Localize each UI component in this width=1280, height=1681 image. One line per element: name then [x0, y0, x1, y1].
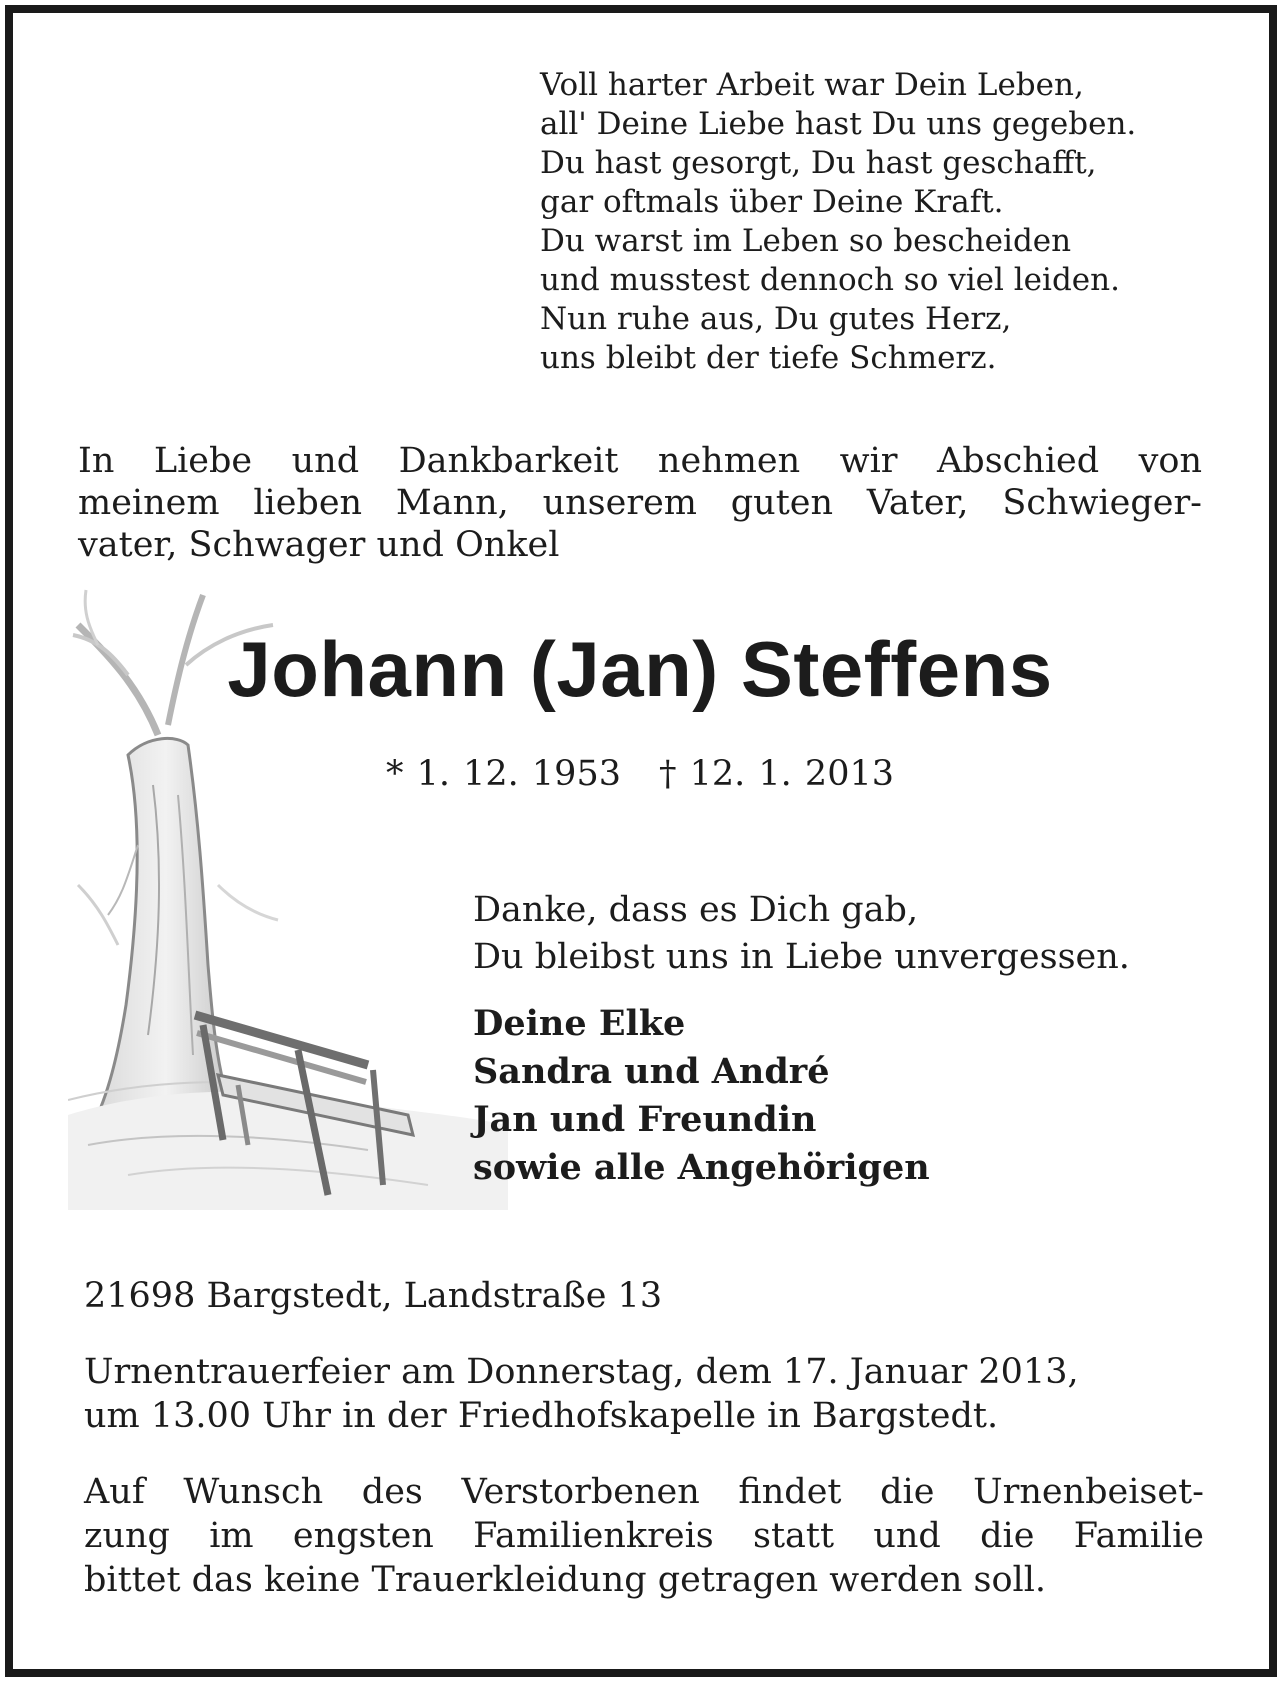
poem-line: und musstest dennoch so viel leiden.: [540, 262, 1120, 298]
poem-line: all' Deine Liebe hast Du uns gegeben.: [540, 106, 1137, 142]
mourner-name: sowie alle Angehörigen: [473, 1147, 930, 1188]
address: 21698 Bargstedt, Landstraße 13: [84, 1276, 663, 1316]
thanks-line: Du bleibst uns in Liebe unvergessen.: [473, 937, 1130, 977]
ceremony-line: um 13.00 Uhr in der Friedhofskapelle in Bargstedt.: [84, 1396, 999, 1436]
intro-text: [78, 440, 1202, 566]
poem-line: Du hast gesorgt, Du hast geschafft,: [540, 145, 1097, 181]
thanks-text: [473, 887, 1233, 981]
burial-notice: [84, 1470, 1204, 1602]
mourner-name: Jan und Freundin: [473, 1099, 817, 1140]
ceremony-notice: [84, 1350, 1204, 1438]
poem-line: Voll harter Arbeit war Dein Leben,: [540, 67, 1084, 103]
life-dates: [0, 752, 1280, 796]
poem-line: gar oftmals über Deine Kraft.: [540, 184, 1004, 220]
mourners-list: [473, 1000, 1233, 1192]
deceased-name: Johann (Jan) Steffens: [227, 625, 1053, 713]
intro-line: In Liebe und Dankbarkeit nehmen wir Abschied von: [78, 441, 1202, 481]
poem-line: Du warst im Leben so bescheiden: [540, 223, 1072, 259]
intro-line: meinem lieben Mann, unserem guten Vater, Schwieger-: [78, 483, 1202, 523]
burial-line: bittet das keine Trauerkleidung getragen werden soll.: [84, 1560, 1047, 1600]
mourner-name: Deine Elke: [473, 1003, 686, 1044]
mourner-name: Sandra und André: [473, 1051, 830, 1092]
intro-line: vater, Schwager und Onkel: [78, 525, 560, 565]
thanks-line: Danke, dass es Dich gab,: [473, 890, 919, 930]
poem-line: Nun ruhe aus, Du gutes Herz,: [540, 301, 1012, 337]
burial-line: Auf Wunsch des Verstorbenen findet die Urnenbeiset-: [84, 1472, 1204, 1512]
death-date: † 12. 1. 2013: [659, 754, 895, 794]
birth-date: * 1. 12. 1953: [385, 754, 621, 794]
ceremony-line: Urnentrauerfeier am Donnerstag, dem 17. Januar 2013,: [84, 1352, 1079, 1392]
poem: [540, 66, 1220, 378]
poem-line: uns bleibt der tiefe Schmerz.: [540, 340, 997, 376]
burial-line: zung im engsten Familienkreis statt und die Familie: [84, 1516, 1204, 1556]
